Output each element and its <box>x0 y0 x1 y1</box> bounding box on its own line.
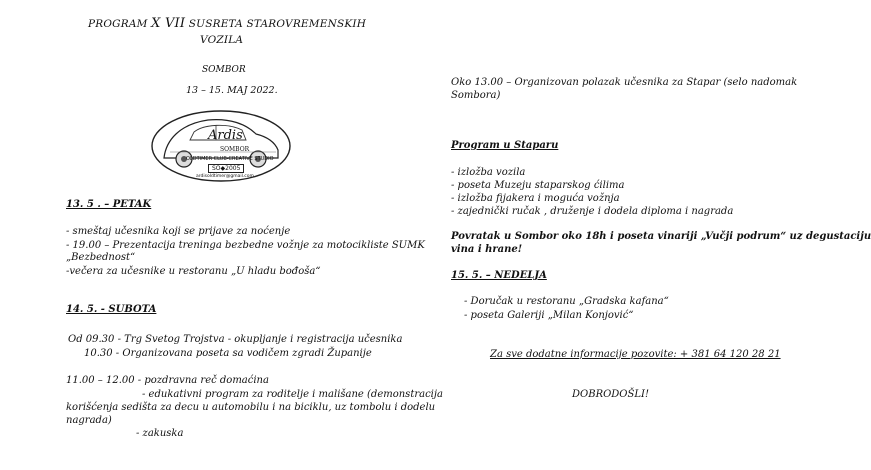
club-logo <box>150 110 292 184</box>
saturday-item-2: 10.30 - Organizovana poseta sa vodičem zgradi Županije <box>84 348 372 359</box>
sunday-item-1: - Doručak u restoranu „Gradska kafana“ <box>464 296 669 307</box>
right-column <box>420 0 871 470</box>
saturday-item-3: 11.00 – 12.00 - pozdravna reč domaćina <box>66 375 269 386</box>
departure-line-2: Sombora) <box>451 90 501 101</box>
return-line-1: Povratak u Sombor oko 18h i poseta vinariji „Vučji podrum“ uz degustaciju <box>451 231 871 242</box>
friday-item-2: - 19.00 – Prezentacija treninga bezbedne vožnje za motocikliste SUMK <box>66 240 425 251</box>
friday-item-1: - smeštaj učesnika koji se prijave za noćenje <box>66 226 291 237</box>
stapar-item-1: - izložba vozila <box>451 167 526 178</box>
saturday-item-5: korišćenja sedišta za decu u automobilu i na biciklu, uz tombolu i dodelu <box>66 402 436 413</box>
title-line-1 <box>88 18 366 30</box>
event-dates: 13 – 15. MAJ 2022. <box>186 85 278 96</box>
saturday-item-6: nagrada) <box>66 415 112 426</box>
departure-line-1: Oko 13.00 – Organizovan polazak učesnika za Stapar (selo nadomak <box>451 77 798 88</box>
friday-heading: 13. 5 . – PETAK <box>66 199 152 210</box>
contact-info: Za sve dodatne informacije pozovite: + 381 64 120 28 21 <box>490 349 781 360</box>
logo-badge: SO◆2005 <box>208 164 244 173</box>
logo-wordmark: Ardis <box>208 128 243 143</box>
logo-club-text: OLDTIMER CLUB-CREATIVE STUDIO <box>186 156 274 162</box>
friday-item-3: „Bezbednost“ <box>66 252 136 263</box>
stapar-item-2: - poseta Muzeju staparskog ćilima <box>451 180 625 191</box>
saturday-heading: 14. 5. - SUBOTA <box>66 304 157 315</box>
title-line-2: VOZILA <box>200 34 244 46</box>
saturday-item-1: Od 09.30 - Trg Svetog Trojstva - okupljanje i registracija učesnika <box>68 334 403 345</box>
logo-subtitle: SOMBOR <box>220 146 250 153</box>
stapar-heading: Program u Staparu <box>451 140 559 151</box>
saturday-item-7: - zakuska <box>136 428 184 439</box>
welcome-text: DOBRODOŠLI! <box>572 389 649 400</box>
saturday-item-4: - edukativni program za roditelje i mališane (demonstracija <box>142 389 443 400</box>
city-label: SOMBOR <box>202 65 246 75</box>
sunday-heading: 15. 5. – NEDELJA <box>451 270 547 281</box>
title-event: SUSRETA STAROVREMENSKIH <box>188 18 367 30</box>
stapar-item-3: - izložba fijakera i moguća vožnja <box>451 193 620 204</box>
title-roman-number: X VII <box>151 16 186 31</box>
stapar-item-4: - zajednički ručak , druženje i dodela diploma i nagrada <box>451 206 734 217</box>
friday-item-4: -večera za učesnike u restoranu „U hladu bođoša“ <box>66 266 321 277</box>
title-program: PROGRAM <box>88 18 148 30</box>
logo-email: ardisoldtimer@gmail.com <box>196 174 254 179</box>
sunday-item-2: - poseta Galeriji „Milan Konjović“ <box>464 310 634 321</box>
return-line-2: vina i hrane! <box>451 244 523 255</box>
